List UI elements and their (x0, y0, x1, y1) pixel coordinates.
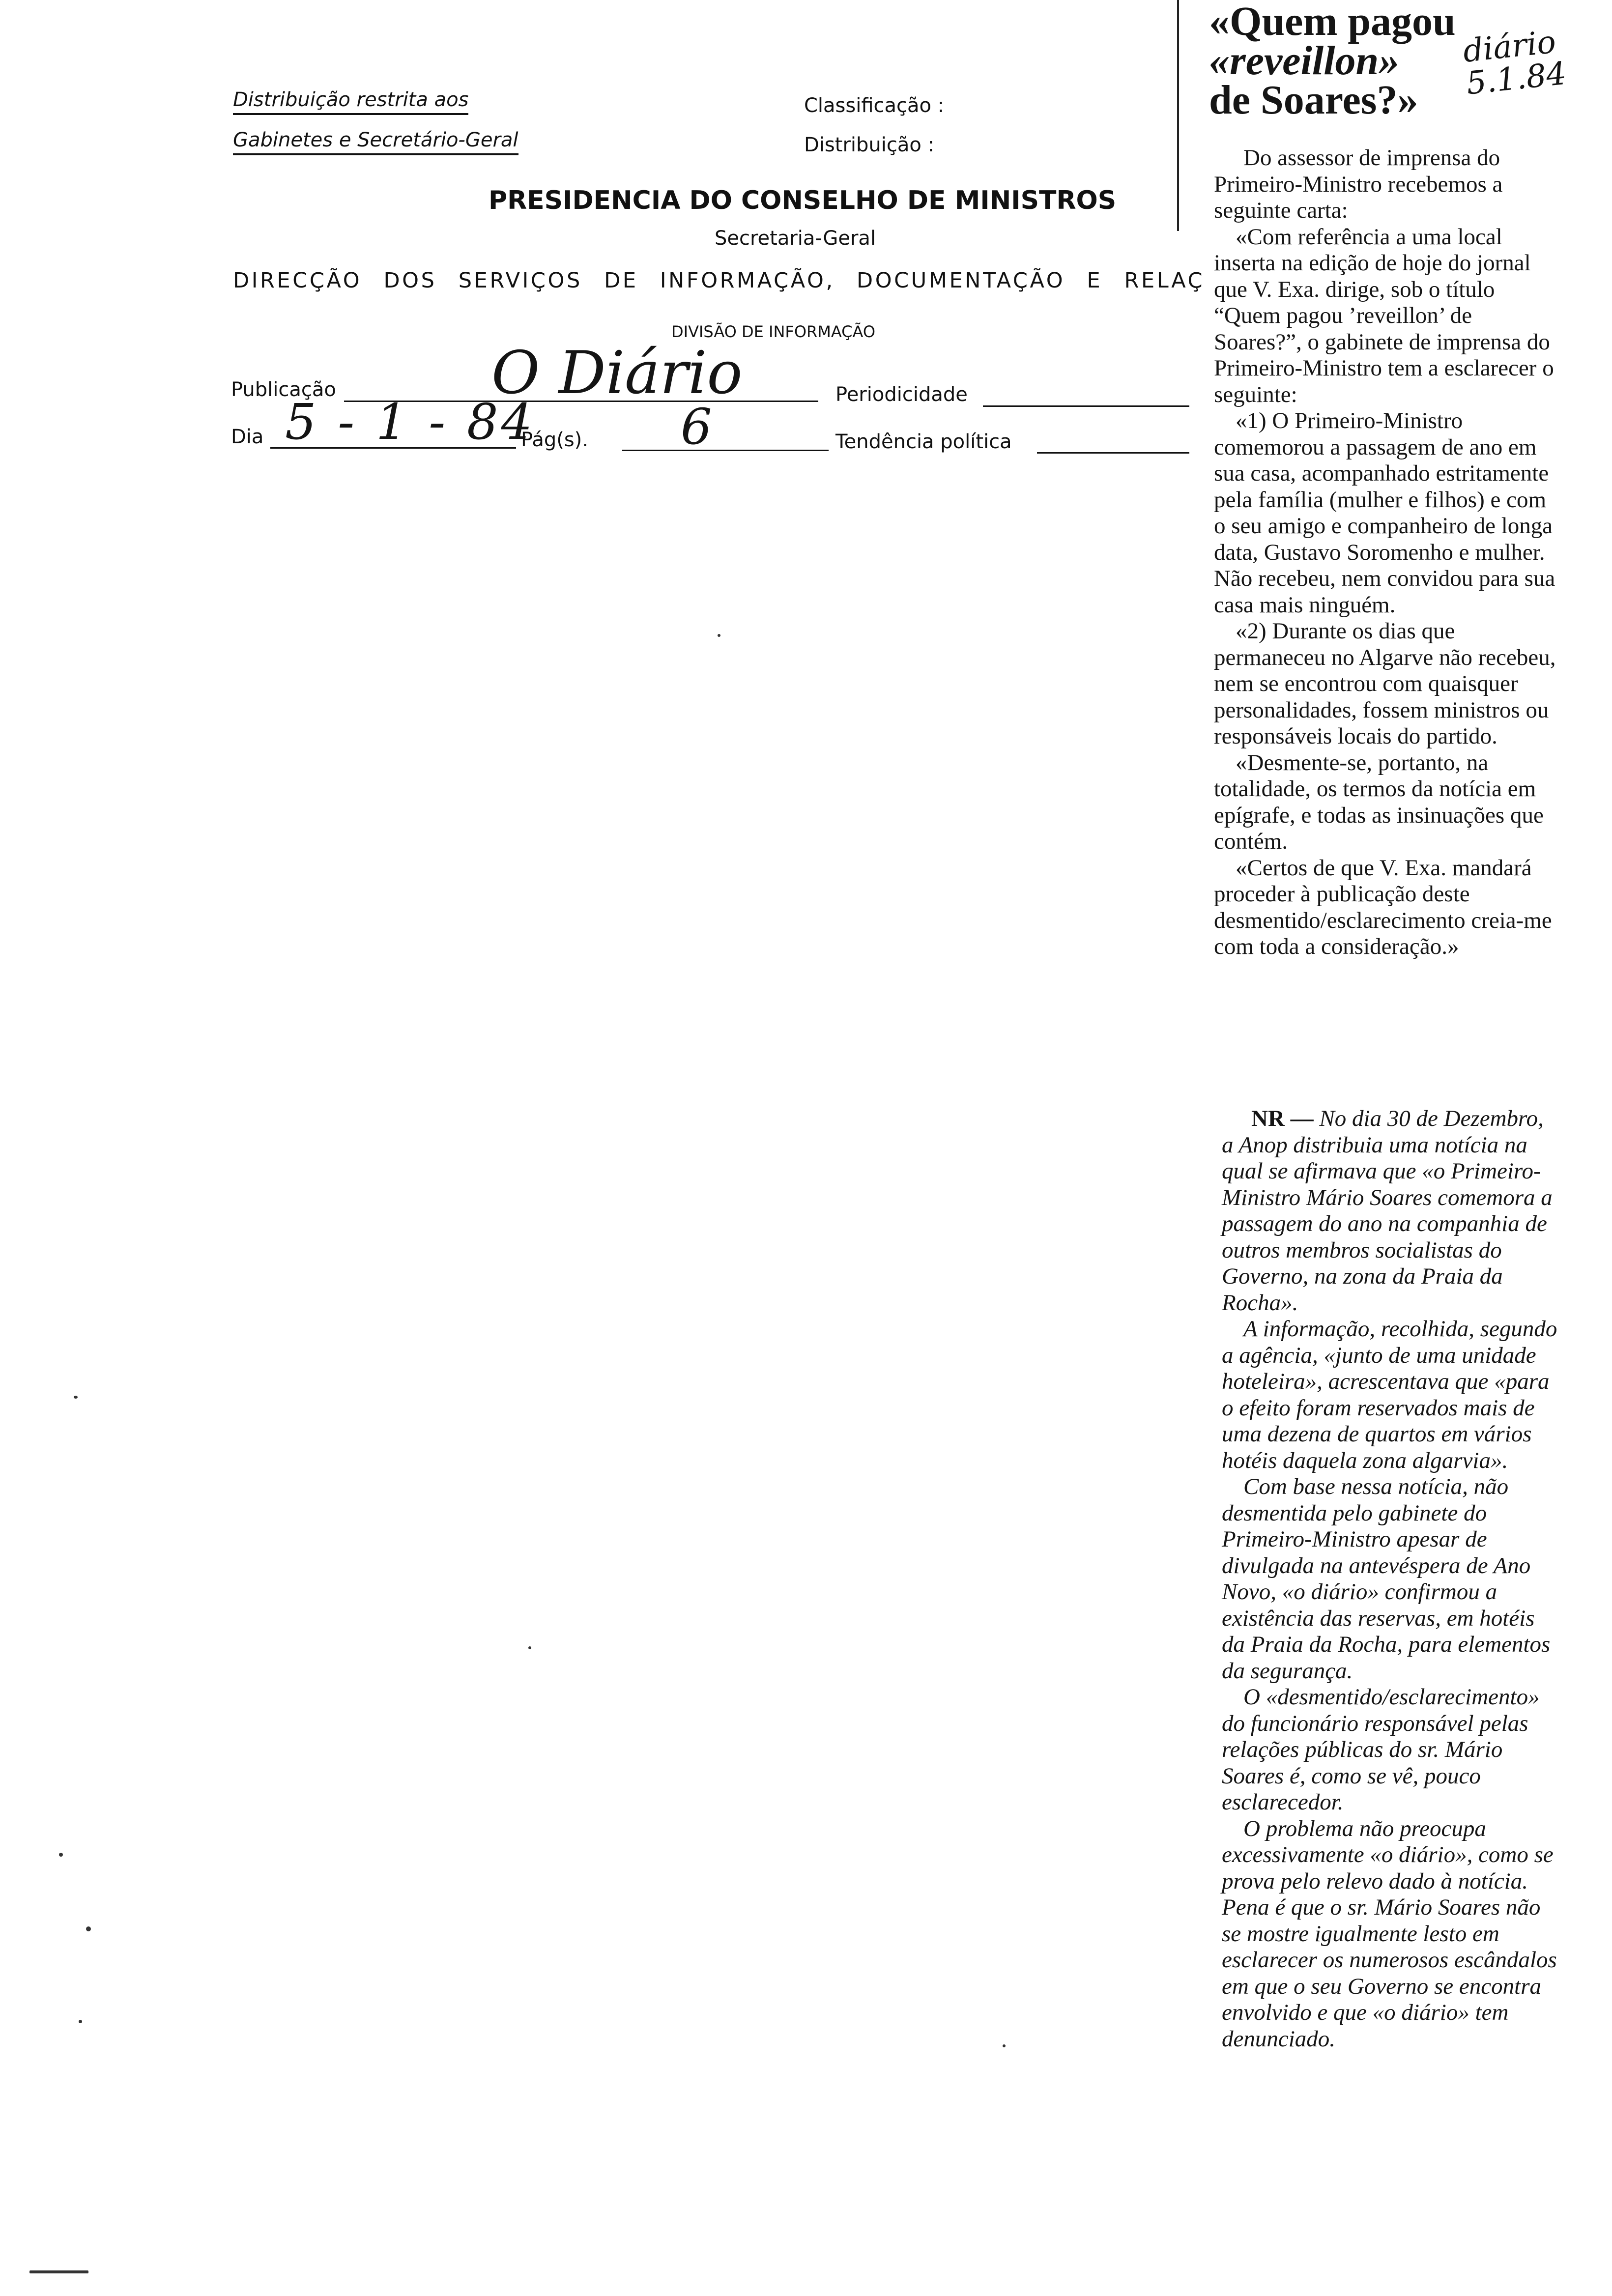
classificacao-label: Classificação : (804, 94, 945, 117)
distribution-note-line2: Gabinetes e Secretário-Geral (233, 129, 518, 155)
editor-note (1222, 1106, 1558, 2052)
publicacao-handwritten: O Diário (491, 339, 743, 407)
editor-note-paragraph: O «desmentido/esclarecimento» do funcionário responsável pelas relações públicas do sr. Mário Soares é, como se vê, pouco esclarecedor. (1222, 1684, 1540, 1815)
publicacao-label: Publicação (231, 378, 336, 401)
speck (718, 634, 720, 637)
body-paragraph: «Com referência a uma local inserta na edição de hoje do jornal que V. Exa. dirige, sob o título “Quem pagou ’reveillon’ de Soares?”, o gabinete de imprensa do Primeiro-Ministro tem a esclarecer o seguinte: (1214, 224, 1554, 407)
editor-note-paragraph: O problema não preocupa excessivamente «o diário», como se prova pelo relevo dado à notícia. Pena é que o sr. Mário Soares não se mostre igualmente lesto em esclarecer os numerosos escândalos em que o seu Governo se encontra envolvido e que «o diário» tem denunciado. (1222, 1815, 1557, 2052)
body-paragraph: «2) Durante os dias que permaneceu no Algarve não recebeu, nem se encontrou com quaisquer personalidades, fossem ministros ou responsáveis locais do partido. (1214, 618, 1556, 749)
distribution-note-line1: Distribuição restrita aos (233, 88, 468, 115)
pags-underline (622, 450, 829, 451)
title-line-3: de Soares?» (1209, 77, 1418, 123)
speck (59, 1853, 63, 1857)
body-paragraph: Do assessor de imprensa do Primeiro-Ministro recebemos a seguinte carta: (1214, 145, 1503, 223)
article-title (1209, 0, 1456, 123)
dia-handwritten: 5 - 1 - 84 (285, 393, 536, 451)
distribuicao-label: Distribuição : (804, 134, 935, 156)
speck (29, 2270, 88, 2273)
nr-text: No dia 30 de Dezembro, a Anop distribuia uma notícia na qual se afirmava que «o Primeiro-Ministro Mário Soares comemora a passagem do ano na companhia de outros membros socialistas do Governo, na zona da Praia da Rocha». (1222, 1106, 1553, 1316)
body-paragraph: «Desmente-se, portanto, na totalidade, os termos da notícia em epígrafe, e todas as insinuações que contém. (1214, 749, 1544, 854)
editor-note-paragraph (1222, 1106, 1558, 1316)
newspaper-clipping (1209, 0, 1602, 2280)
speck (528, 1646, 531, 1649)
body-paragraph: «Certos de que V. Exa. mandará proceder à publicação deste desmentido/esclarecimento creia-me com toda a consideração.» (1214, 855, 1552, 959)
speck (74, 1396, 78, 1399)
pags-label: Pág(s). (521, 429, 588, 451)
divisao-informacao: DIVISÃO DE INFORMAÇÃO (671, 322, 876, 341)
nr-label: NR — (1251, 1106, 1314, 1131)
clipping-edge (1177, 0, 1179, 231)
speck (86, 1926, 91, 1931)
body-paragraph: «1) O Primeiro-Ministro comemorou a passagem de ano em sua casa, acompanhado estritamente pela família (mulher e filhos) e com o seu amigo e companheiro de longa data, Gustavo Soromenho e mulher. Não recebeu, nem convidou para sua casa mais ninguém. (1214, 408, 1555, 618)
secretaria-geral: Secretaria-Geral (715, 227, 876, 250)
direccao-servicos: DIRECÇÃO DOS SERVIÇOS DE INFORMAÇÃO, DOCUMENTAÇÃO E RELAÇ (233, 268, 1205, 293)
title-line-1: «Quem pagou (1209, 0, 1456, 44)
presidency-title: PRESIDENCIA DO CONSELHO DE MINISTROS (489, 186, 1117, 215)
tendencia-label: Tendência política (835, 430, 1012, 453)
article-body (1214, 145, 1558, 960)
tendencia-underline (1037, 452, 1189, 454)
editor-note-paragraph: Com base nessa notícia, não desmentida pelo gabinete do Primeiro-Ministro apesar de divulgada na antevéspera de Ano Novo, «o diário» confirmou a existência das reservas, em hotéis da Praia da Rocha, para elementos da segurança. (1222, 1474, 1551, 1684)
speck (79, 2020, 82, 2023)
title-line-2: «reveillon» (1209, 38, 1400, 84)
periodicidade-underline (983, 405, 1189, 407)
handwritten-date-note: diário 5.1.84 (1461, 24, 1568, 102)
periodicidade-label: Periodicidade (835, 383, 968, 406)
pags-handwritten: 6 (681, 398, 712, 456)
dia-label: Dia (231, 426, 264, 448)
speck (1003, 2044, 1006, 2047)
editor-note-paragraph: A informação, recolhida, segundo a agência, «junto de uma unidade hoteleira», acrescentava que «para o efeito foram reservados mais de uma dezena de quartos em vários hotéis daquela zona algarvia». (1222, 1316, 1557, 1473)
